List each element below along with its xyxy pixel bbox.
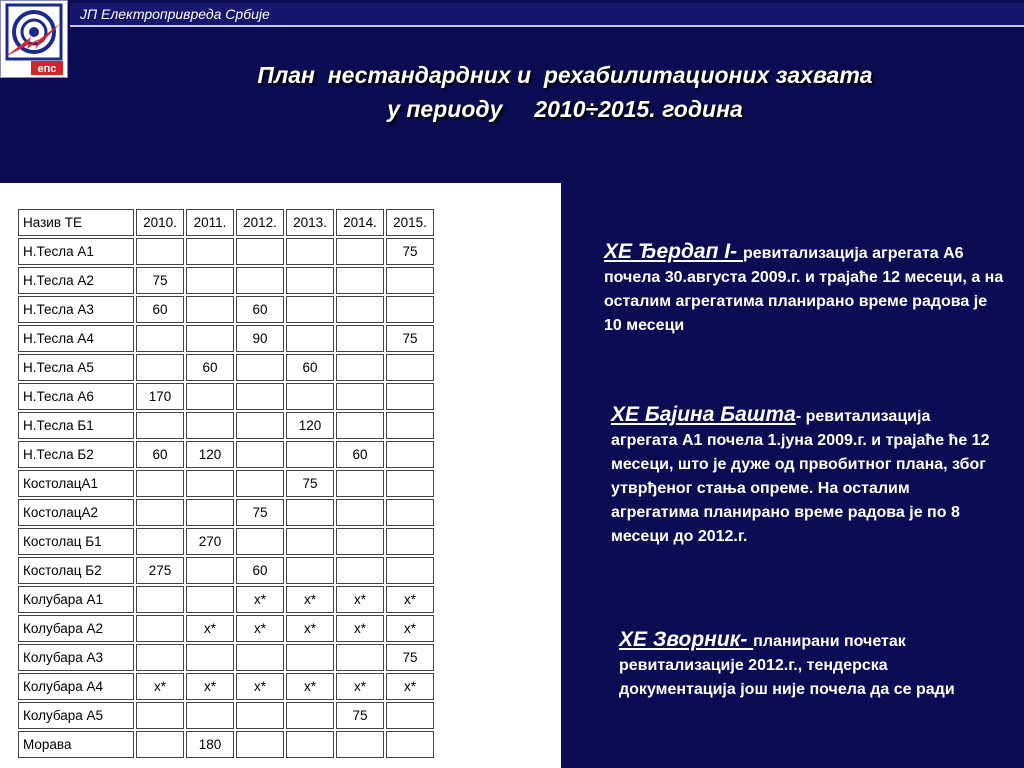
table-cell xyxy=(386,383,434,410)
organization-name: ЈП Електропривреда Србије xyxy=(80,6,270,22)
plant-name: КостолацА1 xyxy=(18,470,134,497)
table-cell xyxy=(136,499,184,526)
table-cell xyxy=(286,238,334,265)
note-zvornik xyxy=(619,628,999,702)
column-header: 2013. xyxy=(286,209,334,236)
plant-name: Н.Тесла А6 xyxy=(18,383,134,410)
table-cell xyxy=(386,557,434,584)
table-cell xyxy=(236,731,284,758)
table-cell xyxy=(236,354,284,381)
eps-logo-icon xyxy=(1,1,67,77)
table-cell xyxy=(286,383,334,410)
table-row xyxy=(18,673,434,700)
table-cell: х* xyxy=(336,586,384,613)
table-cell xyxy=(286,702,334,729)
table-cell xyxy=(336,557,384,584)
table-row xyxy=(18,470,434,497)
table-cell: 120 xyxy=(286,412,334,439)
table-cell xyxy=(286,325,334,352)
table-cell: 275 xyxy=(136,557,184,584)
table-cell: 60 xyxy=(186,354,234,381)
table-cell xyxy=(286,644,334,671)
table-cell: х* xyxy=(186,615,234,642)
table-cell: 75 xyxy=(386,238,434,265)
table-cell xyxy=(286,499,334,526)
table-cell xyxy=(386,296,434,323)
table-cell xyxy=(336,296,384,323)
plant-name: КостолацА2 xyxy=(18,499,134,526)
table-cell: х* xyxy=(336,673,384,700)
table-cell xyxy=(236,383,284,410)
plant-name: Костолац Б2 xyxy=(18,557,134,584)
note-body: - ревитализација агрегата А1 почела 1.јуна 2009.г. и трајаће ће 12 месеци, што је дуже од првобитног плана, због утврђеног стања опреме. На осталим агрегатима планирано време радова је по 8 месеци до 2012.г. xyxy=(611,408,990,545)
table-cell: 75 xyxy=(386,644,434,671)
table-cell xyxy=(336,499,384,526)
table-cell: 270 xyxy=(186,528,234,555)
eps-logo xyxy=(0,0,68,78)
table-row xyxy=(18,441,434,468)
column-header: Назив ТЕ xyxy=(18,209,134,236)
table-cell xyxy=(336,528,384,555)
table-cell xyxy=(286,557,334,584)
table-cell xyxy=(386,499,434,526)
table-cell: 180 xyxy=(186,731,234,758)
table-cell xyxy=(336,267,384,294)
table-row xyxy=(18,644,434,671)
table-cell xyxy=(336,354,384,381)
rehabilitation-plan-table xyxy=(16,207,436,760)
logo-text: епс xyxy=(37,63,57,75)
table-cell xyxy=(136,412,184,439)
table-cell: 75 xyxy=(386,325,434,352)
table-cell xyxy=(186,499,234,526)
table-row xyxy=(18,528,434,555)
table-cell: х* xyxy=(386,673,434,700)
table-row xyxy=(18,557,434,584)
table-cell xyxy=(336,412,384,439)
table-cell xyxy=(336,731,384,758)
table-cell xyxy=(136,354,184,381)
table-cell: х* xyxy=(286,615,334,642)
table-cell: х* xyxy=(386,615,434,642)
table-cell xyxy=(186,238,234,265)
table-cell: х* xyxy=(186,673,234,700)
table-cell: 60 xyxy=(236,557,284,584)
plant-name: Н.Тесла Б2 xyxy=(18,441,134,468)
table-cell: х* xyxy=(386,586,434,613)
header-bar xyxy=(70,3,1024,27)
plant-name: Колубара А5 xyxy=(18,702,134,729)
table-cell xyxy=(236,412,284,439)
table-cell: х* xyxy=(236,586,284,613)
table-row xyxy=(18,354,434,381)
table-cell xyxy=(336,644,384,671)
plant-name: Колубара А4 xyxy=(18,673,134,700)
table-cell xyxy=(186,325,234,352)
column-header: 2011. xyxy=(186,209,234,236)
table-cell xyxy=(236,441,284,468)
table-cell: х* xyxy=(236,615,284,642)
table-cell xyxy=(186,557,234,584)
plant-name: Н.Тесла А3 xyxy=(18,296,134,323)
table-cell xyxy=(336,383,384,410)
table-row xyxy=(18,267,434,294)
table-row xyxy=(18,296,434,323)
table-cell xyxy=(386,354,434,381)
table-cell xyxy=(136,238,184,265)
table-cell xyxy=(136,528,184,555)
column-header: 2012. xyxy=(236,209,284,236)
table-cell: 75 xyxy=(336,702,384,729)
plant-name: Н.Тесла А1 xyxy=(18,238,134,265)
table-cell xyxy=(236,470,284,497)
table-cell xyxy=(136,644,184,671)
table-cell xyxy=(336,470,384,497)
table-cell xyxy=(386,441,434,468)
table-row xyxy=(18,731,434,758)
plant-name: Н.Тесла А2 xyxy=(18,267,134,294)
table-row xyxy=(18,383,434,410)
table-cell xyxy=(186,383,234,410)
table-cell xyxy=(336,238,384,265)
table-cell xyxy=(386,412,434,439)
table-cell xyxy=(386,267,434,294)
table-row xyxy=(18,238,434,265)
table-cell xyxy=(386,702,434,729)
table-cell: х* xyxy=(286,586,334,613)
table-cell: х* xyxy=(136,673,184,700)
table-cell xyxy=(136,731,184,758)
column-header: 2014. xyxy=(336,209,384,236)
table-row xyxy=(18,586,434,613)
table-cell xyxy=(236,644,284,671)
plant-name: Н.Тесла А4 xyxy=(18,325,134,352)
table-cell: х* xyxy=(236,673,284,700)
table-cell xyxy=(136,470,184,497)
table-cell: 75 xyxy=(236,499,284,526)
table-row xyxy=(18,412,434,439)
table-cell xyxy=(236,702,284,729)
note-bajina-basta xyxy=(611,403,997,549)
note-heading: ХЕ Бајина Башта xyxy=(611,403,796,426)
table-cell xyxy=(186,586,234,613)
table-cell xyxy=(186,296,234,323)
title-line-2: у периоду 2010÷2015. година xyxy=(387,96,743,122)
table-cell: 60 xyxy=(136,441,184,468)
table-cell: 60 xyxy=(136,296,184,323)
table-cell xyxy=(186,702,234,729)
table-cell xyxy=(236,267,284,294)
table-header-row xyxy=(18,209,434,236)
table-row xyxy=(18,325,434,352)
note-djerdap xyxy=(604,240,1004,338)
table-cell xyxy=(386,528,434,555)
note-body: планирани почетак ревитализације 2012.г., тендерска документација још није почела да се ради xyxy=(619,633,955,698)
page-title xyxy=(150,58,980,126)
table-cell xyxy=(386,470,434,497)
table-cell: 60 xyxy=(336,441,384,468)
table-cell: 120 xyxy=(186,441,234,468)
plant-name: Морава xyxy=(18,731,134,758)
table-cell xyxy=(136,325,184,352)
plant-name: Колубара А2 xyxy=(18,615,134,642)
table-cell xyxy=(286,267,334,294)
table-cell xyxy=(136,615,184,642)
table-cell xyxy=(286,528,334,555)
table-cell xyxy=(286,296,334,323)
table-cell: х* xyxy=(286,673,334,700)
table-cell xyxy=(236,528,284,555)
table-cell: 170 xyxy=(136,383,184,410)
table-cell: 75 xyxy=(286,470,334,497)
note-heading: ХЕ Зворник- xyxy=(619,628,754,651)
table-cell xyxy=(136,702,184,729)
column-header: 2010. xyxy=(136,209,184,236)
table-cell xyxy=(286,731,334,758)
table-cell xyxy=(186,412,234,439)
table-cell: 75 xyxy=(136,267,184,294)
plant-name: Костолац Б1 xyxy=(18,528,134,555)
table-row xyxy=(18,702,434,729)
table-cell xyxy=(336,325,384,352)
plant-name: Н.Тесла Б1 xyxy=(18,412,134,439)
table-cell xyxy=(136,586,184,613)
note-heading: ХЕ Ђердап I- xyxy=(604,240,743,263)
column-header: 2015. xyxy=(386,209,434,236)
plant-name: Н.Тесла А5 xyxy=(18,354,134,381)
table-cell: 90 xyxy=(236,325,284,352)
table-cell: х* xyxy=(336,615,384,642)
table-cell xyxy=(186,267,234,294)
note-body: ревитализација агрегата А6 почела 30.августа 2009.г. и трајаће 12 месеци, а на осталим агрегатима планирано време радова је 10 месеци xyxy=(604,245,1004,334)
table-row xyxy=(18,615,434,642)
table-cell xyxy=(286,441,334,468)
table-cell: 60 xyxy=(286,354,334,381)
title-line-1: План нестандардних и рехабилитационих захвата xyxy=(257,62,873,88)
table-row xyxy=(18,499,434,526)
table-cell xyxy=(186,470,234,497)
plant-name: Колубара А1 xyxy=(18,586,134,613)
table-cell xyxy=(236,238,284,265)
table-cell xyxy=(186,644,234,671)
plant-name: Колубара А3 xyxy=(18,644,134,671)
table-cell: 60 xyxy=(236,296,284,323)
table-cell xyxy=(386,731,434,758)
